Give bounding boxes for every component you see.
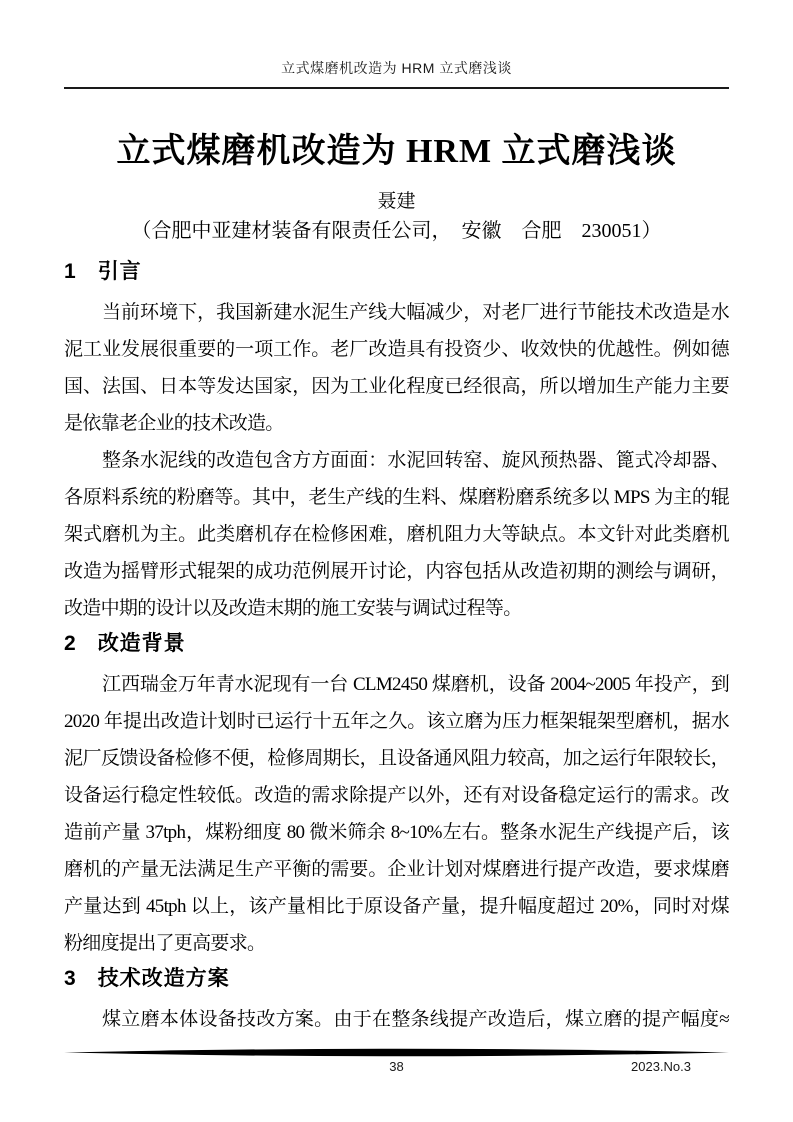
author-name: 聂建 xyxy=(377,191,416,212)
body-text-line: 整条水泥线的改造包含方方面面：水泥回转窑、旋风预热器、篦式冷却器、 xyxy=(102,450,729,471)
paragraph xyxy=(64,294,729,442)
header-rule xyxy=(64,87,729,89)
body-text-line: 设备运行稳定性较低。改造的需求除提产以外，还有对设备稳定运行的需求。改 xyxy=(64,785,729,806)
body-text-line: 江西瑞金万年青水泥现有一台 CLM2450 煤磨机，设备 2004~2005 年投产，到 xyxy=(102,674,729,695)
body-text-line: 是依靠老企业的技术改造。 xyxy=(64,413,284,434)
section-number: 3 xyxy=(64,967,76,990)
paragraph xyxy=(64,666,729,962)
running-header-title: 立式煤磨机改造为 HRM 立式磨浅谈 xyxy=(281,60,512,76)
body-text-line: 国、法国、日本等发达国家，因为工业化程度已经很高，所以增加生产能力主要 xyxy=(64,376,729,397)
body-text-line: 磨机的产量无法满足生产平衡的需要。企业计划对煤磨进行提产改造，要求煤磨 xyxy=(64,859,729,880)
page-number: 38 xyxy=(389,1059,404,1074)
section-number: 1 xyxy=(64,260,76,283)
section-title: 改造背景 xyxy=(97,632,186,655)
body-text-line: 各原料系统的粉磨等。其中，老生产线的生料、煤磨粉磨系统多以 MPS 为主的辊 xyxy=(64,487,729,508)
body-text-line: 架式磨机为主。此类磨机存在检修困难，磨机阻力大等缺点。本文针对此类磨机 xyxy=(64,524,729,545)
body-text-line: 当前环境下，我国新建水泥生产线大幅减少，对老厂进行节能技术改造是水 xyxy=(102,302,729,323)
issue-number: 2023.No.3 xyxy=(631,1059,691,1074)
author-affiliation: （合肥中亚建材装备有限责任公司， 安徽 合肥 230051） xyxy=(131,220,662,242)
page-footer xyxy=(0,1046,793,1122)
body-text-line: 改造中期的设计以及改造末期的施工安装与调试过程等。 xyxy=(64,598,522,619)
article-content xyxy=(0,127,793,1038)
body-text-line: 造前产量 37tph，煤粉细度 80 微米筛余 8~10%左右。整条水泥生产线提产后，该 xyxy=(64,822,729,843)
footer-lens-rule xyxy=(64,1048,729,1058)
body-text-line: 泥厂反馈设备检修不便，检修周期长，且设备通风阻力较高，加之运行年限较长， xyxy=(64,748,729,769)
sections-container xyxy=(64,257,729,1038)
paragraph xyxy=(64,442,729,627)
running-header xyxy=(0,0,793,89)
article-title: 立式煤磨机改造为 HRM 立式磨浅谈 xyxy=(116,133,677,170)
section-heading xyxy=(64,629,729,659)
section-heading xyxy=(64,257,729,287)
body-text-line: 改造为摇臂形式辊架的成功范例展开讨论，内容包括从改造初期的测绘与调研， xyxy=(64,561,729,582)
body-text-line: 粉细度提出了更高要求。 xyxy=(64,933,266,954)
body-text-line: 煤立磨本体设备技改方案。由于在整条线提产改造后，煤立磨的提产幅度≈ xyxy=(102,1009,729,1030)
body-text-line: 2020 年提出改造计划时已运行十五年之久。该立磨为压力框架辊架型磨机，据水 xyxy=(64,711,729,732)
section-number: 2 xyxy=(64,632,76,655)
body-text-line: 产量达到 45tph 以上，该产量相比于原设备产量，提升幅度超过 20%，同时对煤 xyxy=(64,896,729,917)
body-text-line: 泥工业发展很重要的一项工作。老厂改造具有投资少、收效快的优越性。例如德 xyxy=(64,339,729,360)
footer-texts xyxy=(64,1059,729,1077)
section-title: 引言 xyxy=(97,260,142,283)
paragraph xyxy=(64,1001,729,1038)
section-title: 技术改造方案 xyxy=(97,967,230,990)
section-heading xyxy=(64,964,729,994)
